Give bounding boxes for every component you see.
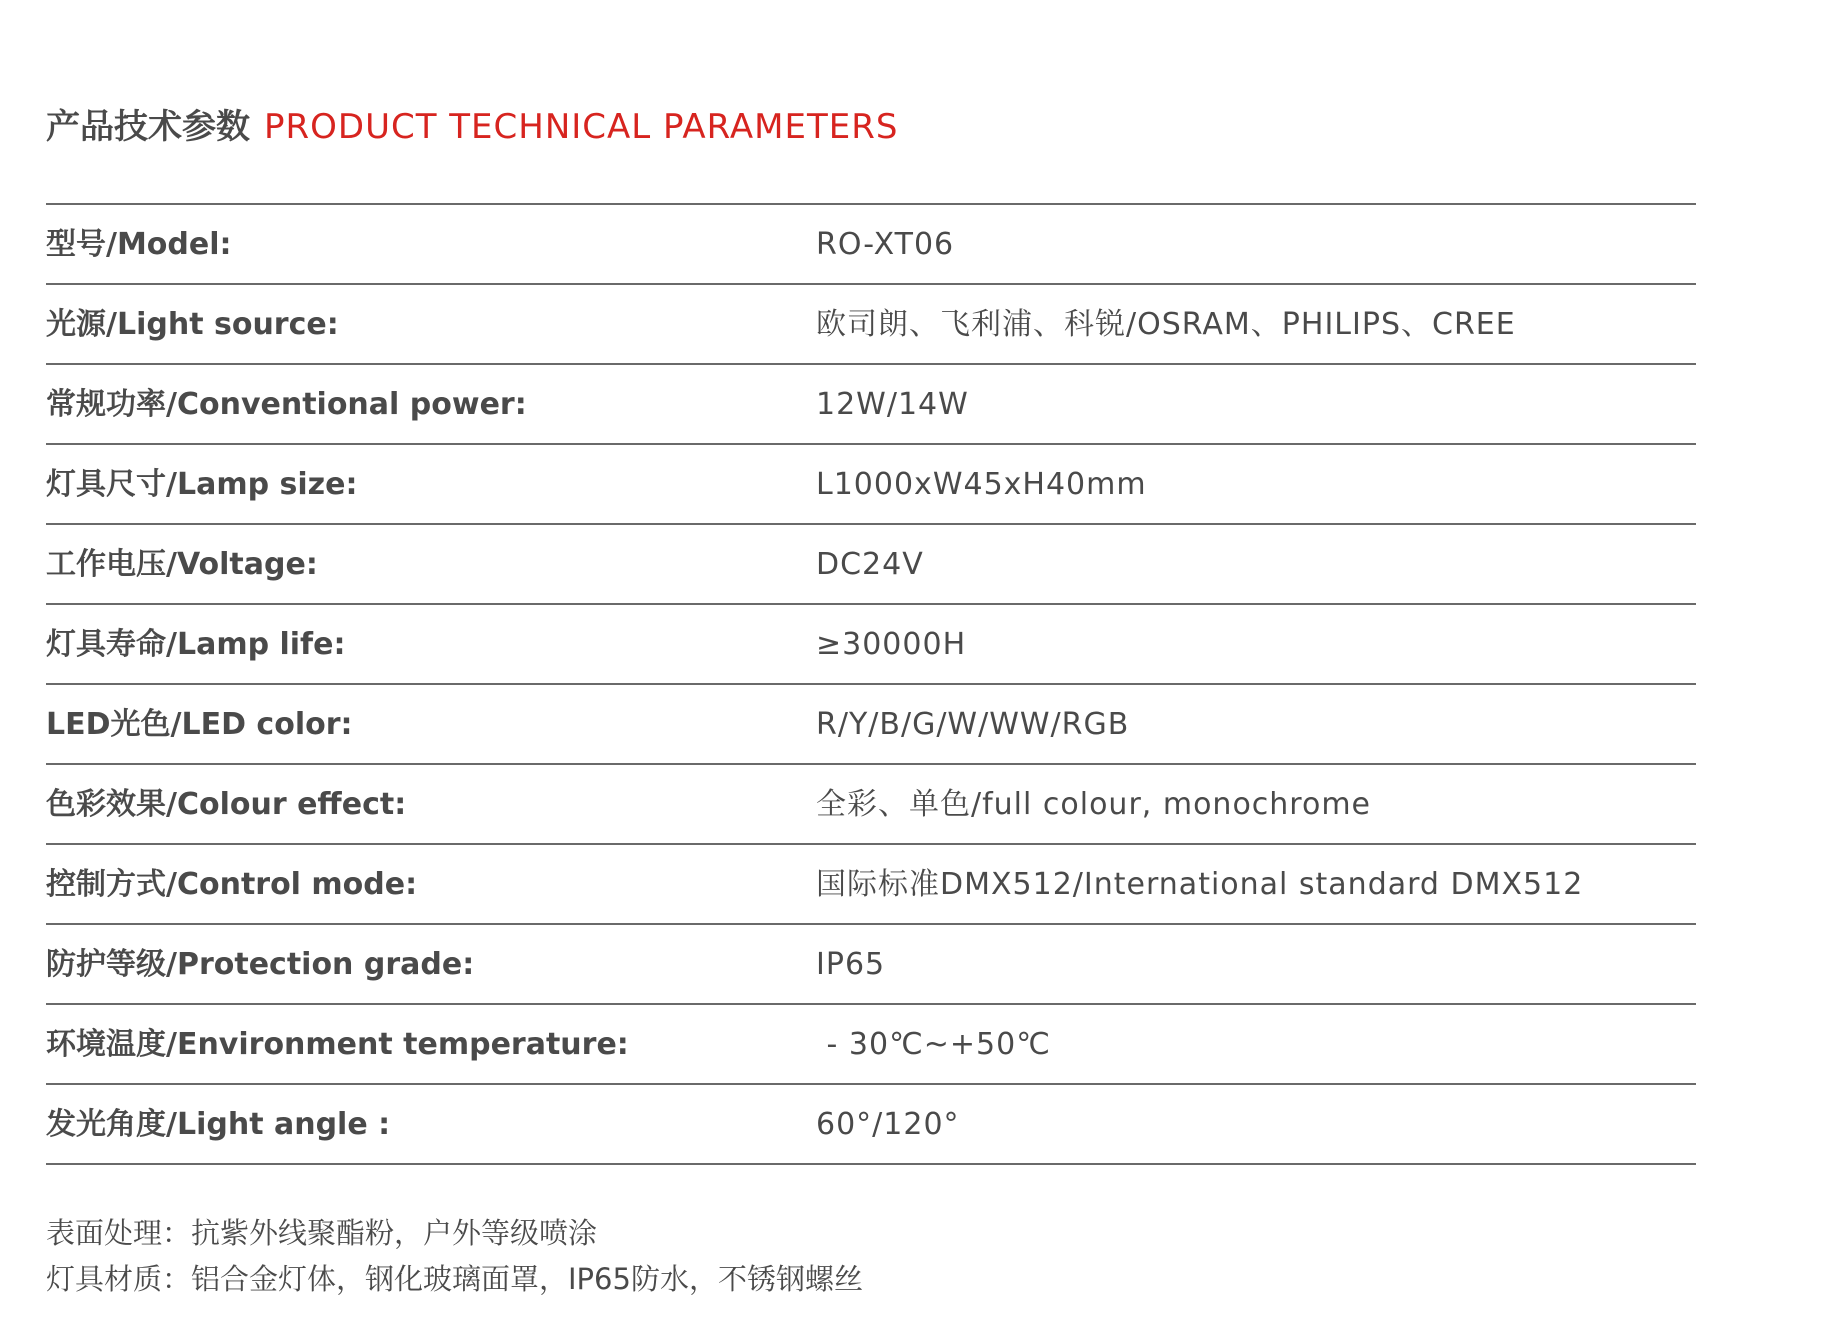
spec-label: 光源/Light source: xyxy=(46,307,339,342)
spec-row-temperature xyxy=(46,1003,1696,1083)
spec-label: 防护等级/Protection grade: xyxy=(46,947,475,982)
spec-row-model xyxy=(46,203,1696,283)
title-english: PRODUCT TECHNICAL PARAMETERS xyxy=(264,107,899,147)
spec-row-light-source xyxy=(46,283,1696,363)
page-title xyxy=(46,107,899,147)
spec-row-light-angle xyxy=(46,1083,1696,1165)
spec-row-lamp-size xyxy=(46,443,1696,523)
spec-row-voltage xyxy=(46,523,1696,603)
spec-table xyxy=(46,203,1696,1165)
spec-label: 色彩效果/Colour effect: xyxy=(46,787,407,822)
spec-label: 常规功率/Conventional power: xyxy=(46,387,527,422)
spec-label: LED光色/LED color: xyxy=(46,707,353,742)
spec-value: 全彩、单色/full colour, monochrome xyxy=(816,787,1372,822)
spec-label: 灯具尺寸/Lamp size: xyxy=(46,467,358,502)
spec-label: 灯具寿命/Lamp life: xyxy=(46,627,346,662)
spec-label: 发光角度/Light angle : xyxy=(46,1107,391,1142)
spec-value: RO-XT06 xyxy=(816,227,955,262)
spec-label: 环境温度/Environment temperature: xyxy=(46,1027,629,1062)
spec-row-control-mode xyxy=(46,843,1696,923)
footnotes xyxy=(46,1210,863,1302)
spec-value: 12W/14W xyxy=(816,387,969,422)
spec-row-power xyxy=(46,363,1696,443)
note-lamp-material: 灯具材质：铝合金灯体，钢化玻璃面罩，IP65防水，不锈钢螺丝 xyxy=(46,1262,863,1296)
spec-label: 控制方式/Control mode: xyxy=(46,867,418,902)
spec-row-lamp-life xyxy=(46,603,1696,683)
spec-value: 欧司朗、飞利浦、科锐/OSRAM、PHILIPS、CREE xyxy=(816,307,1516,342)
spec-value: ≥30000H xyxy=(816,627,967,662)
spec-value: DC24V xyxy=(816,547,924,582)
spec-row-colour-effect xyxy=(46,763,1696,843)
spec-value: 国际标准DMX512/International standard DMX512 xyxy=(816,867,1584,902)
spec-value: 60°/120° xyxy=(816,1107,960,1142)
spec-row-protection-grade xyxy=(46,923,1696,1003)
spec-label: 工作电压/Voltage: xyxy=(46,547,318,582)
note-surface-treatment: 表面处理：抗紫外线聚酯粉，户外等级喷涂 xyxy=(46,1216,598,1250)
spec-value: R/Y/B/G/W/WW/RGB xyxy=(816,707,1130,742)
spec-value: L1000xW45xH40mm xyxy=(816,467,1147,502)
spec-row-led-color xyxy=(46,683,1696,763)
spec-label: 型号/Model: xyxy=(46,227,232,262)
title-chinese: 产品技术参数 xyxy=(46,107,250,147)
spec-value: - 30℃~+50℃ xyxy=(816,1027,1051,1062)
spec-value: IP65 xyxy=(816,947,886,982)
